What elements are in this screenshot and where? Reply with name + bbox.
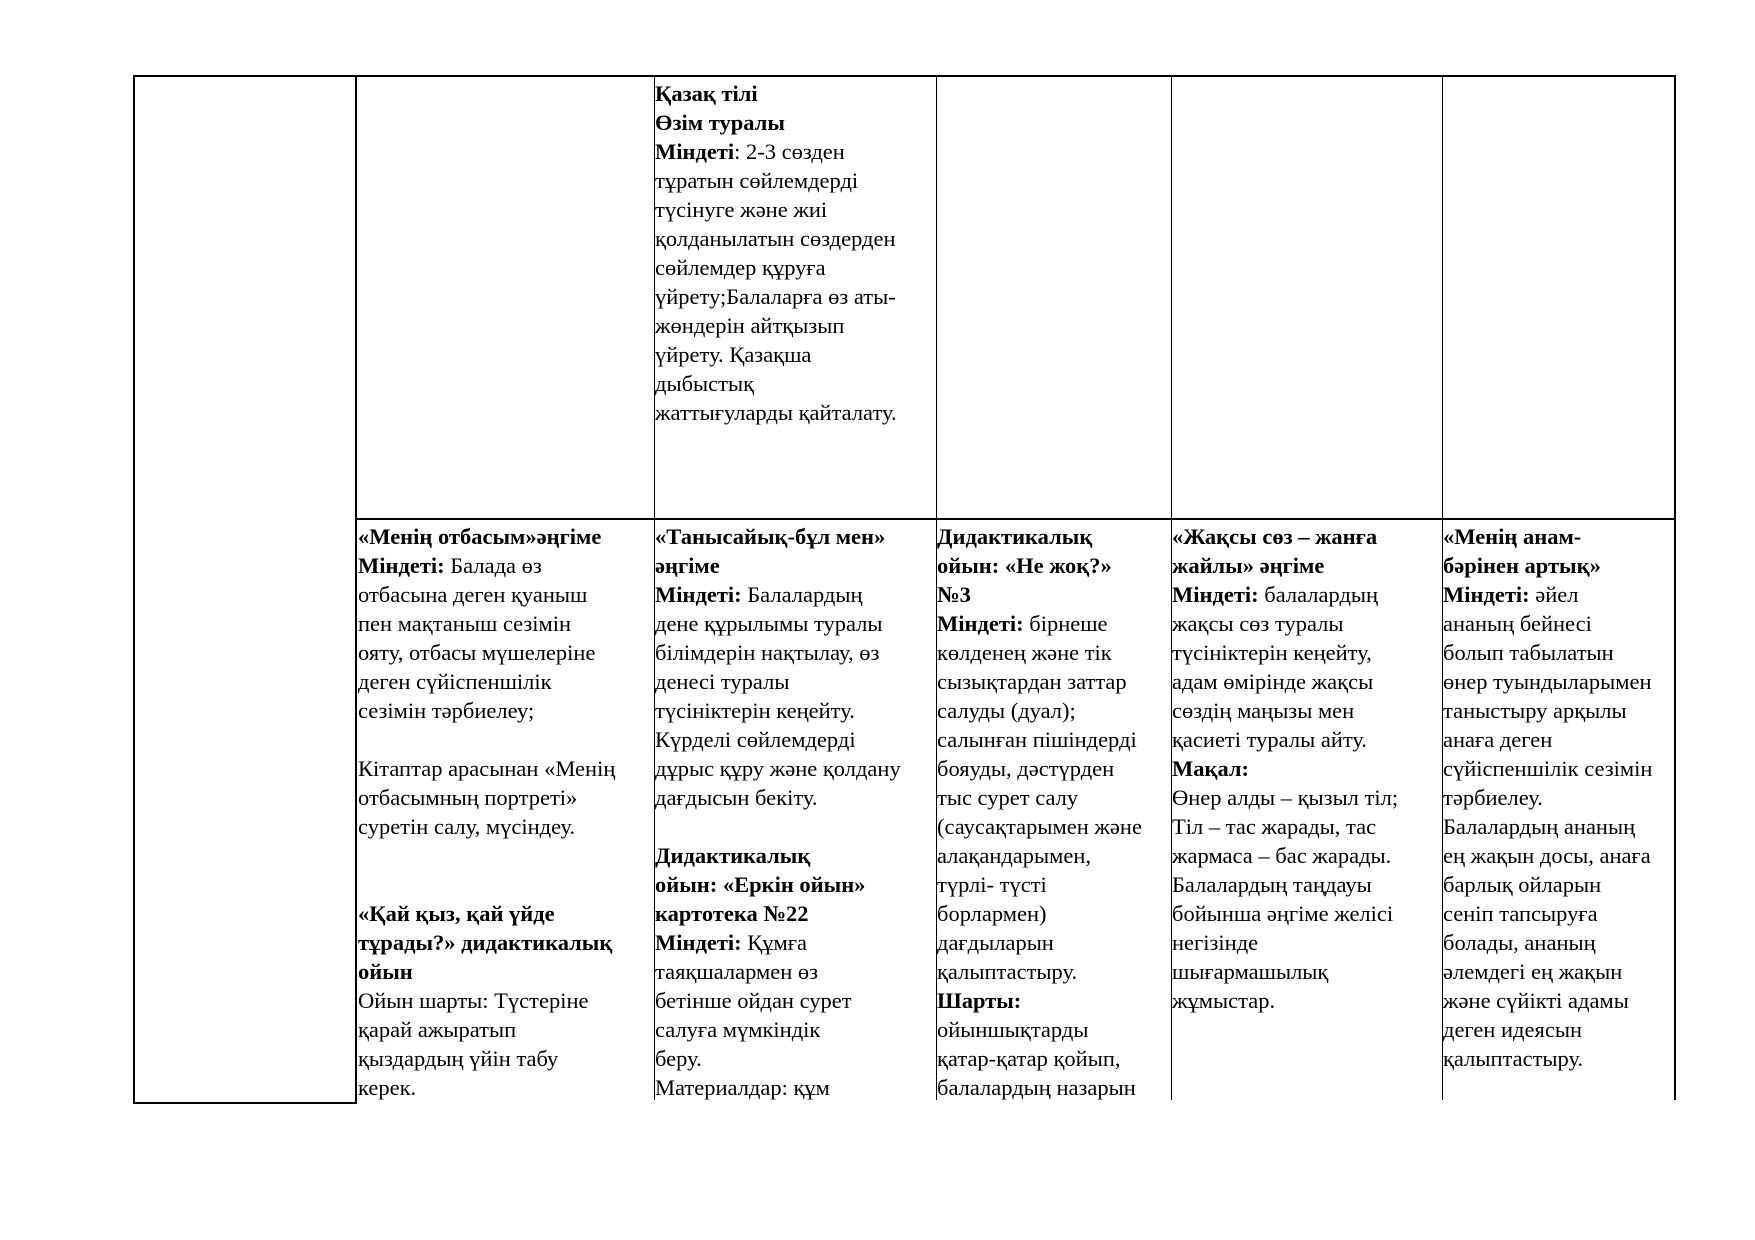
cell-text-line [358, 754, 652, 783]
cell-text-line [655, 1015, 934, 1044]
bold-text: тұрады?» дидактикалық [358, 930, 613, 955]
text: Балалардың таңдауы [1172, 872, 1372, 897]
table-cell-my-family [358, 522, 652, 1102]
bold-text: Міндеті: [655, 930, 748, 955]
cell-text-line [1443, 841, 1673, 870]
cell-text-line [358, 1073, 652, 1102]
cell-text-line [937, 1073, 1169, 1100]
text: салуға мүмкіндік [655, 1017, 821, 1042]
cell-text-line [358, 986, 652, 1015]
text: сеніп тапсыруға [1443, 901, 1598, 926]
cell-text-line [937, 899, 1169, 928]
bold-text: Міндеті: [937, 611, 1030, 636]
cell-text-line [655, 398, 933, 427]
cell-text-line [937, 725, 1169, 754]
text: тұратын сөйлемдерді [655, 168, 859, 193]
text: болып табылатын [1443, 640, 1614, 665]
cell-text-line [655, 638, 934, 667]
text: суретін салу, мүсіндеу. [358, 814, 576, 839]
cell-text-line [1443, 812, 1673, 841]
cell-text-line [358, 609, 652, 638]
text: Өнер алды – қызыл тіл; [1172, 785, 1399, 810]
text: денесі туралы [655, 669, 790, 694]
bold-text: ойын: «Еркін ойын» [655, 872, 866, 897]
cell-text-line [1443, 1015, 1673, 1044]
text: қолданылатын сөздерден [655, 226, 896, 251]
bold-text: «Жақсы сөз – жанға [1172, 524, 1378, 549]
cell-text-line [1172, 928, 1440, 957]
bold-text: ойын: «Не жоқ?» [937, 553, 1112, 578]
text: Балада өз [450, 553, 542, 578]
bold-text: «Менің отбасым»әңгіме [358, 524, 602, 549]
cell-text-line [1172, 696, 1440, 725]
cell-text-line [655, 224, 933, 253]
cell-text-line [1172, 725, 1440, 754]
text: алақандарымен, [937, 843, 1092, 868]
text: беру. [655, 1046, 702, 1071]
text: Балалардың [747, 582, 863, 607]
text: үйрету. Қазақша [655, 342, 812, 367]
cell-text-line [655, 108, 933, 137]
text: салынған пішіндерді [937, 727, 1137, 752]
cell-text-line [655, 282, 933, 311]
text: және сүйікті адамы [1443, 988, 1629, 1013]
cell-text-line [655, 609, 934, 638]
cell-text-line [1172, 841, 1440, 870]
cell-text-line [655, 986, 934, 1015]
text: пен мақтаныш сезімін [358, 611, 572, 636]
text: : 2-3 сөзден [734, 139, 845, 164]
cell-text-line [1443, 928, 1673, 957]
text: білімдерін нақтылау, өз [655, 640, 880, 665]
text: сөздің маңызы мен [1172, 698, 1355, 723]
cell-text-line [655, 725, 934, 754]
text: керек. [358, 1075, 417, 1100]
cell-text-line [1172, 609, 1440, 638]
bold-text: Мақал: [1172, 756, 1250, 781]
cell-text-line [1172, 899, 1440, 928]
cell-text-line [358, 696, 652, 725]
bold-text: Дидактикалық [655, 843, 811, 868]
cell-text-line [655, 253, 933, 282]
cell-text-line [655, 1073, 934, 1100]
bold-text: Міндеті [655, 139, 735, 164]
text: дыбыстық [655, 371, 754, 396]
text: өнер туындыларымен [1443, 669, 1652, 694]
text: түсініктерін кеңейту. [655, 698, 855, 723]
text: Кітаптар арасынан «Менің [358, 756, 616, 781]
text: (саусақтарымен және [937, 814, 1142, 839]
text: қарай ажыратып [358, 1017, 517, 1042]
cell-text-line [358, 638, 652, 667]
cell-text-line [655, 812, 934, 841]
text: сөйлемдер құруға [655, 255, 826, 280]
cell-text-line [1172, 957, 1440, 986]
bold-text: ойын [358, 959, 413, 984]
text: қалыптастыру. [1443, 1046, 1584, 1071]
text: дағдысын бекіту. [655, 785, 818, 810]
cell-text-line [358, 899, 652, 928]
text: Материалдар: құм [655, 1075, 830, 1100]
cell-text-line [937, 870, 1169, 899]
table-border-bottom-first-col [133, 1102, 357, 1104]
text: таяқшалармен өз [655, 959, 819, 984]
text: бірнеше [1029, 611, 1108, 636]
cell-text-line [1172, 667, 1440, 696]
text: жаттығуларды қайталату. [655, 400, 897, 425]
bold-text: жайлы» әңгіме [1172, 553, 1325, 578]
cell-text-line [358, 783, 652, 812]
text: ананың бейнесі [1443, 611, 1592, 636]
text: ең жақын досы, анаға [1443, 843, 1651, 868]
text: деген сүйіспеншілік [358, 669, 552, 694]
cell-text-line [937, 841, 1169, 870]
text: ояту, отбасы мүшелеріне [358, 640, 596, 665]
cell-text-line [937, 1044, 1169, 1073]
cell-text-line [655, 957, 934, 986]
text: жақсы сөз туралы [1172, 611, 1344, 636]
text: қалыптастыру. [937, 959, 1078, 984]
cell-text-line [1443, 1044, 1673, 1073]
bold-text: әңгіме [655, 553, 720, 578]
cell-text-line [1443, 580, 1673, 609]
text: таныстыру арқылы [1443, 698, 1627, 723]
text: ойыншықтарды [937, 1017, 1089, 1042]
bold-text: №3 [937, 582, 971, 607]
cell-text-line [937, 754, 1169, 783]
cell-text-line [655, 580, 934, 609]
cell-text-line [358, 928, 652, 957]
cell-text-line [655, 369, 933, 398]
bold-text: Өзім туралы [655, 110, 785, 135]
text: түрлі- түсті [937, 872, 1047, 897]
cell-text-line [655, 195, 933, 224]
cell-text-line [358, 551, 652, 580]
text: бетінше ойдан сурет [655, 988, 852, 1013]
bold-text: Дидактикалық [937, 524, 1093, 549]
cell-text-line [655, 166, 933, 195]
bold-text: «Менің анам- [1443, 524, 1582, 549]
cell-text-line [358, 870, 652, 899]
text: анаға деген [1443, 727, 1553, 752]
cell-text-line [1443, 638, 1673, 667]
text: балалардың назарын [937, 1075, 1136, 1100]
bold-text: Қазақ тілі [655, 81, 758, 106]
text: болады, ананың [1443, 930, 1596, 955]
cell-text-line [1443, 870, 1673, 899]
cell-text-line [937, 1015, 1169, 1044]
text: бояуды, дәстүрден [937, 756, 1115, 781]
text: балалардың [1264, 582, 1379, 607]
text: қатар-қатар қойып, [937, 1046, 1121, 1071]
text: сызықтардан заттар [937, 669, 1127, 694]
cell-text-line [1172, 812, 1440, 841]
cell-text-line [1443, 696, 1673, 725]
text: түсінуге және жиі [655, 197, 828, 222]
cell-text-line [1443, 725, 1673, 754]
cell-text-line [1172, 522, 1440, 551]
bold-text: «Танысайық-бұл мен» [655, 524, 886, 549]
cell-text-line [1172, 783, 1440, 812]
cell-text-line [655, 311, 933, 340]
bold-text: Шарты: [937, 988, 1022, 1013]
cell-text-line [358, 812, 652, 841]
text: Балалардың ананың [1443, 814, 1636, 839]
cell-text-line [1172, 754, 1440, 783]
table-cell-getting-acquainted [655, 522, 934, 1100]
table-border-right [1674, 75, 1676, 1100]
cell-text-line [1443, 899, 1673, 928]
text: жөндерін айтқызып [655, 313, 845, 338]
cell-text-line [655, 870, 934, 899]
cell-text-line [358, 1044, 652, 1073]
text: жармаса – бас жарады. [1172, 843, 1392, 868]
cell-text-line [655, 137, 933, 166]
table-border-top [133, 75, 1675, 77]
table-cell-whats-missing-game [937, 522, 1169, 1100]
bold-text: картотека №22 [655, 901, 809, 926]
text: Ойын шарты: Түстеріне [358, 988, 589, 1013]
text: отбасына деген қуаныш [358, 582, 588, 607]
cell-text-line [937, 580, 1169, 609]
text: тәрбиелеу. [1443, 785, 1543, 810]
cell-text-line [1443, 754, 1673, 783]
row-divider [355, 518, 1675, 520]
text: көлденең және тік [937, 640, 1112, 665]
cell-text-line [1443, 609, 1673, 638]
text: тыс сурет салу [937, 785, 1079, 810]
cell-text-line [1443, 551, 1673, 580]
table-cell-kazakh-language [655, 79, 933, 515]
cell-text-line [358, 580, 652, 609]
bold-text: «Қай қыз, қай үйде [358, 901, 555, 926]
text: сүйіспеншілік сезімін [1443, 756, 1653, 781]
text: әйел [1535, 582, 1579, 607]
cell-text-line [937, 957, 1169, 986]
table-cell-kind-word [1172, 522, 1440, 1100]
text: түсініктерін кеңейту, [1172, 640, 1372, 665]
text: дене құрылымы туралы [655, 611, 883, 636]
bold-text: Міндеті: [655, 582, 748, 607]
text: деген идеясын [1443, 1017, 1582, 1042]
cell-text-line [655, 841, 934, 870]
bold-text: Міндеті: [358, 553, 451, 578]
cell-text-line [358, 522, 652, 551]
cell-text-line [655, 783, 934, 812]
text: Күрделі сөйлемдерді [655, 727, 856, 752]
text: қасиеті туралы айту. [1172, 727, 1368, 752]
cell-text-line [358, 841, 652, 870]
cell-text-line [1443, 957, 1673, 986]
cell-text-line [655, 79, 933, 108]
cell-text-line [937, 812, 1169, 841]
col-divider-1 [355, 75, 357, 1104]
cell-text-line [937, 696, 1169, 725]
text: дұрыс құру және қолдану [655, 756, 901, 781]
cell-text-line [655, 522, 934, 551]
cell-text-line [1443, 783, 1673, 812]
cell-text-line [1172, 986, 1440, 1015]
cell-text-line [937, 522, 1169, 551]
cell-text-line [937, 638, 1169, 667]
text: дағдыларын [937, 930, 1054, 955]
text: қыздардың үйін табу [358, 1046, 559, 1071]
text: салуды (дуал); [937, 698, 1076, 723]
bold-text: бәрінен артық» [1443, 553, 1601, 578]
cell-text-line [1443, 522, 1673, 551]
cell-text-line [937, 667, 1169, 696]
table-cell-my-mother [1443, 522, 1673, 1100]
cell-text-line [655, 1044, 934, 1073]
cell-text-line [1443, 667, 1673, 696]
cell-text-line [1443, 986, 1673, 1015]
cell-text-line [937, 783, 1169, 812]
text: әлемдегі ең жақын [1443, 959, 1623, 984]
cell-text-line [1172, 638, 1440, 667]
text: Құмға [747, 930, 807, 955]
cell-text-line [358, 725, 652, 754]
text: негізінде [1172, 930, 1259, 955]
text: сезімін тәрбиелеу; [358, 698, 535, 723]
text: барлық ойларын [1443, 872, 1602, 897]
cell-text-line [358, 667, 652, 696]
text: Тіл – тас жарады, тас [1172, 814, 1377, 839]
cell-text-line [358, 957, 652, 986]
cell-text-line [1172, 870, 1440, 899]
cell-text-line [655, 551, 934, 580]
bold-text: Міндеті: [1443, 582, 1536, 607]
text: шығармашылық [1172, 959, 1329, 984]
cell-text-line [655, 754, 934, 783]
cell-text-line [655, 340, 933, 369]
bold-text: Міндеті: [1172, 582, 1265, 607]
text: бойынша әңгіме желісі [1172, 901, 1394, 926]
cell-text-line [655, 667, 934, 696]
cell-text-line [1172, 551, 1440, 580]
cell-text-line [937, 551, 1169, 580]
cell-text-line [655, 696, 934, 725]
cell-text-line [937, 928, 1169, 957]
cell-text-line [937, 609, 1169, 638]
cell-text-line [937, 986, 1169, 1015]
text: отбасымның портреті» [358, 785, 578, 810]
text: үйрету;Балаларға өз аты- [655, 284, 896, 309]
cell-text-line [1172, 580, 1440, 609]
text: борлармен) [937, 901, 1047, 926]
cell-text-line [655, 928, 934, 957]
text: адам өмірінде жақсы [1172, 669, 1374, 694]
table-border-left [133, 75, 135, 1104]
cell-text-line [358, 1015, 652, 1044]
cell-text-line [655, 899, 934, 928]
text: жұмыстар. [1172, 988, 1276, 1013]
